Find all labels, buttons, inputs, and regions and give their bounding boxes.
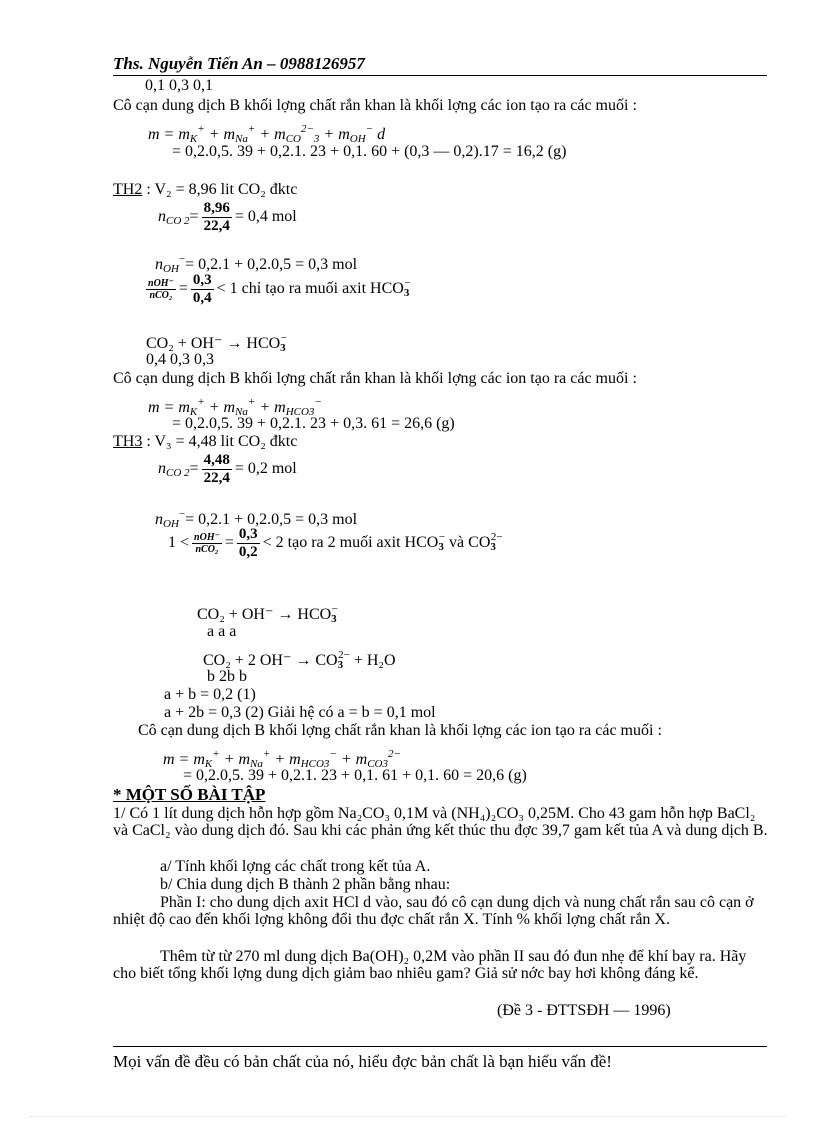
reaction-eq-1: $CO_2 + OH^- \to HCO_3^-$ [146, 332, 287, 354]
footer-quote: Mọi vấn đề đều có bản chất của nó, hiểu đợc bản chất là bạn hiểu vấn đề! [113, 1052, 612, 1071]
n-co2-formula-3: $n_{CO 2}=$ $\frac{4,48}{22,4}$ = 0,2 mol [158, 452, 297, 486]
formula-mass-1: $m = m_K^+ + m_{Na}^+ + m_{CO}^{2-}_3 + m_{OH}^-$ d [148, 123, 386, 145]
n-oh-formula-3: $n_{OH}^-= 0,2.1 + 0,2.0,5 = 0,3$ mol [155, 508, 358, 530]
header-rule [113, 75, 767, 76]
exercise-source: (Đề 3 - ĐTTSĐH — 1996) [497, 1002, 671, 1019]
exercises-heading: * MỘT SỐ BÀI TẬP [113, 785, 266, 804]
text-line: Cô cạn dung dịch B khối lợng chất rắn khan là khối lợng các ion tạo ra các muối : [113, 97, 637, 114]
case-3-heading: TH3 : V₃ = 4,48 lit CO₂ đktc [113, 433, 298, 450]
n-co2-formula: $n_{CO 2}=$ $\frac{8,96}{22,4}$ = 0,4 mol [158, 200, 297, 234]
exercise-1-text: 1/ Có 1 lít dung dịch hỗn hợp gồm Na₂CO₃ 0,1M và (NH₄)₂CO₃ 0,25M. Cho 43 gam hỗn hợp BaCl₂ và CaCl₂ vào dung dịch đó. Sau khi các phản ứng kết thúc thu đợc 39,7 gam kết tủa A và dung dịch B. [113, 805, 768, 839]
text-line: Cô cạn dung dịch B khối lợng chất rắn khan là khối lợng các ion tạo ra các muối : [138, 722, 662, 739]
ratio-case-3: 1 < $\frac{\text{nOH⁻}}{\text{nCO₂}}$ = $\frac{0,3}{0,2}$ < 2 tạo ra 2 muối axit $HCO_3^-$ và $CO_3^{2-}$ [168, 526, 503, 560]
formula-mass-3: $m = m_K^+ + m_{Na}^+ + m_{HCO3}^- + m_{CO3}^{2-}$ [163, 748, 401, 770]
calc-line-3: = 0,2.0,5. 39 + 0,2.1. 23 + 0,1. 61 + 0,1. 60 = 20,6 (g) [183, 767, 527, 784]
formula-mass-2: $m = m_K^+ + m_{Na}^+ + m_{HCO3}^-$ [148, 396, 322, 418]
calc-line-1: = 0,2.0,5. 39 + 0,2.1. 23 + 0,1. 60 + (0,3 — 0,2).17 = 16,2 (g) [172, 143, 567, 160]
reaction-eq-a: $CO_2 + OH^- \to HCO_3^-$ [197, 603, 338, 625]
mol-values-a: a a a [207, 623, 237, 640]
exercise-part-1: Phần I: cho dung dịch axit HCl d vào, sau đó cô cạn dung dịch và nung chất rắn sau cô cạn ở nhiệt độ cao đến khối lợng không đổi thu đợc chất rắn X. Tính % khối lợng chất rắn X. [113, 894, 754, 928]
case-2-heading: TH2 : V₂ = 8,96 lit CO₂ đktc [113, 181, 298, 198]
mol-values-b: b 2b b [207, 668, 247, 685]
mol-values-2: 0,4 0,3 0,3 [146, 351, 214, 368]
equation-system-2: a + 2b = 0,3 (2) Giải hệ có a = b = 0,1 mol [164, 704, 436, 721]
page-header: Ths. Nguyễn Tiến An – 0988126957 [113, 54, 365, 73]
exercise-part-2: Thêm từ từ 270 ml dung dịch Ba(OH)₂ 0,2M vào phần II sau đó đun nhẹ để khí bay ra. Hãy cho biết tổng khối lợng dung dịch giảm bao nhiêu gam? Giả sử nớc bay hơi không đáng kể. [113, 948, 747, 982]
footer-rule [113, 1046, 767, 1047]
text-line: Cô cạn dung dịch B khối lợng chất rắn khan là khối lợng các ion tạo ra các muối : [113, 370, 637, 387]
reaction-eq-b: CO₂ + 2 $OH^- \to CO_3^{2-} + H_2O$ [203, 649, 396, 671]
n-oh-formula: $n_{OH}^-= 0,2.1 + 0,2.0,5 = 0,3$ mol [155, 253, 358, 275]
page-bottom-divider [30, 1116, 786, 1117]
calc-line-2: = 0,2.0,5. 39 + 0,2.1. 23 + 0,3. 61 = 26,6 (g) [172, 415, 455, 432]
exercise-part-b: b/ Chia dung dịch B thành 2 phần bằng nhau: [160, 876, 451, 893]
mol-values-1: 0,1 0,3 0,1 [145, 77, 213, 94]
equation-system-1: a + b = 0,2 (1) [164, 686, 256, 703]
ratio-case-2: $\frac{\text{nOH⁻}}{\text{nCO₂}}$ = $\frac{0,3}{0,4}$ < 1 chỉ tạo ra muối axit $HCO_3^-$ [148, 272, 411, 306]
exercise-part-a: a/ Tính khối lợng các chất trong kết tủa A. [160, 858, 431, 875]
